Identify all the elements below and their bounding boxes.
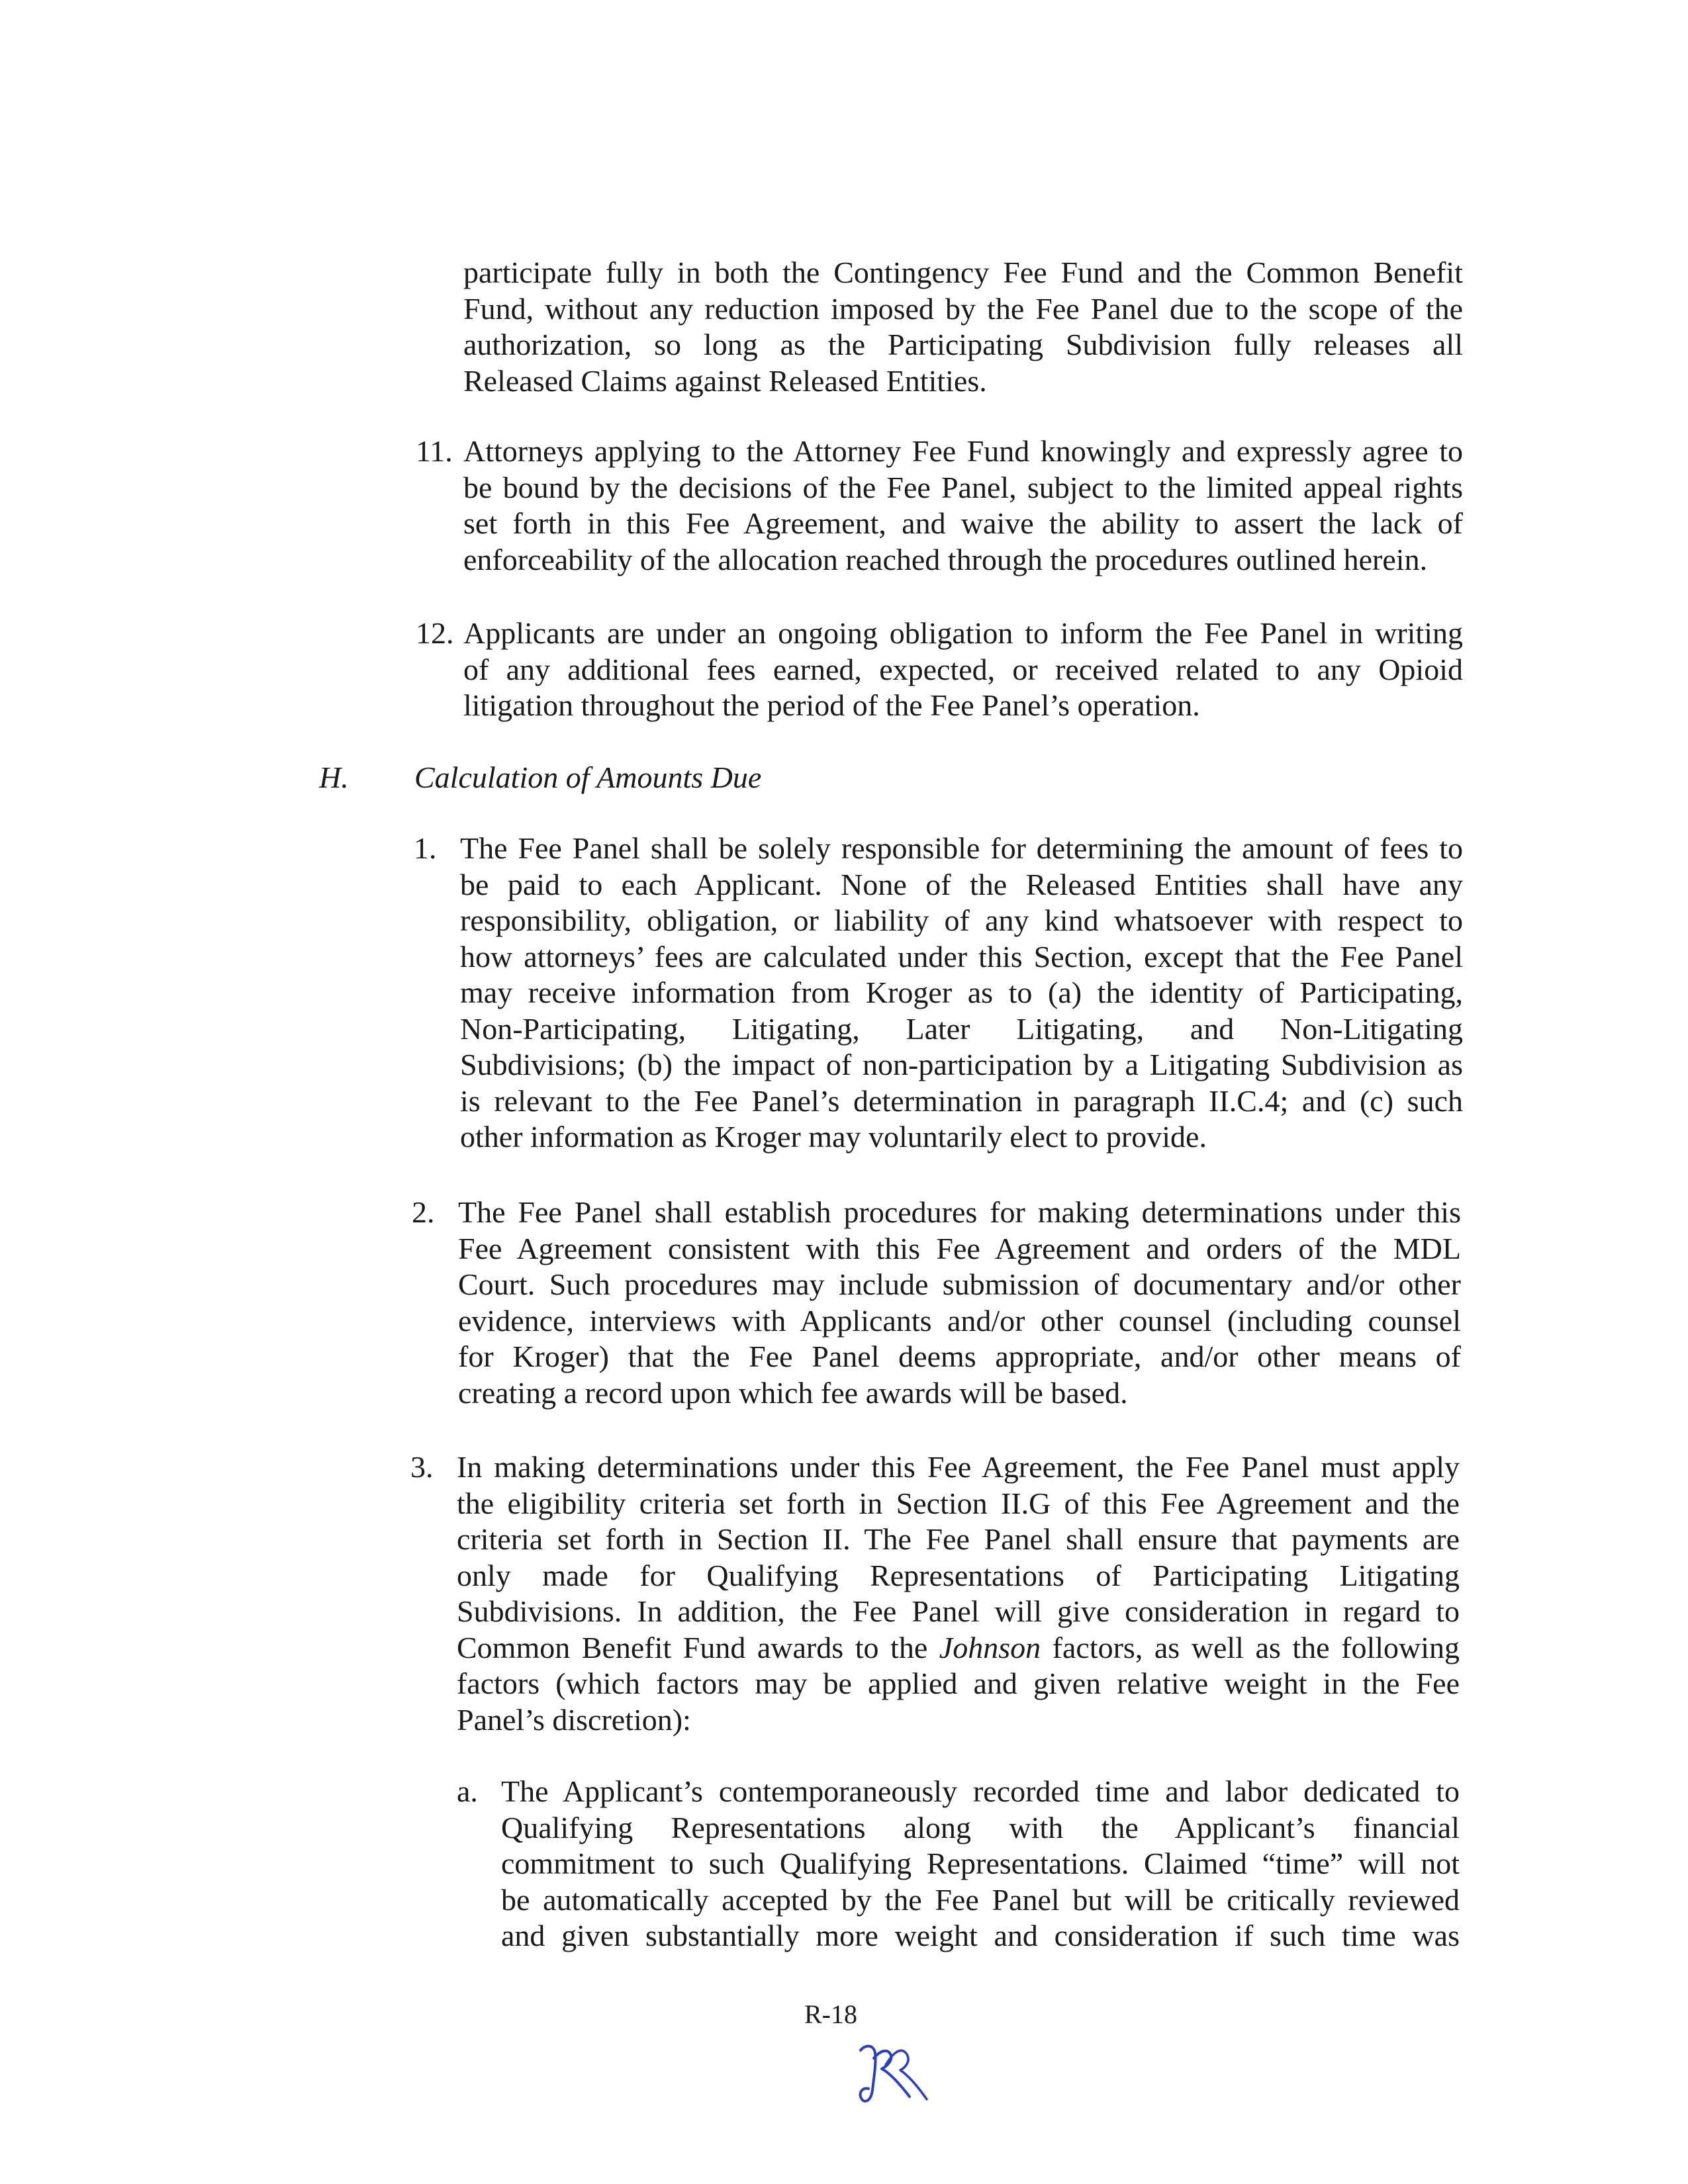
h3-paragraph bbox=[457, 1449, 1460, 1738]
h1-line: Subdivisions; (b) the impact of non-participation by a Litigating Subdivision as bbox=[460, 1048, 1463, 1081]
h3a-letter: a. bbox=[457, 1774, 478, 1808]
item-12-line: litigation throughout the period of the Fee Panel’s operation. bbox=[463, 688, 1200, 722]
section-h-letter: H. bbox=[319, 760, 349, 794]
h1-line: responsibility, obligation, or liability of any kind whatsoever with respect to bbox=[460, 903, 1463, 937]
section-h-title: Calculation of Amounts Due bbox=[414, 760, 762, 794]
h3-line6-post: factors, as well as the following bbox=[1041, 1630, 1460, 1664]
h2-number: 2. bbox=[412, 1195, 435, 1229]
h1-paragraph bbox=[460, 831, 1463, 1156]
h3-line: In making determinations under this Fee Agreement, the Fee Panel must apply bbox=[457, 1450, 1460, 1484]
item-11-number: 11. bbox=[416, 434, 453, 468]
h1-line: be paid to each Applicant. None of the Released Entities shall have any bbox=[460, 867, 1463, 901]
h2-line: The Fee Panel shall establish procedures for making determinations under this bbox=[458, 1195, 1461, 1229]
intro-line: Fund, without any reduction imposed by the Fee Panel due to the scope of the bbox=[463, 291, 1463, 326]
h1-line: other information as Kroger may voluntarily elect to provide. bbox=[460, 1120, 1207, 1154]
h1-line: Non-Participating, Litigating, Later Litigating, and Non-Litigating bbox=[460, 1011, 1463, 1046]
h1-line: is relevant to the Fee Panel’s determination in paragraph II.C.4; and (c) such bbox=[460, 1083, 1463, 1118]
item-12-paragraph bbox=[463, 615, 1463, 724]
item-12-number: 12. bbox=[416, 616, 454, 650]
h2-line: creating a record upon which fee awards will be based. bbox=[458, 1375, 1128, 1410]
h2-line: Court. Such procedures may include submission of documentary and/or other bbox=[458, 1267, 1461, 1301]
h3-line: factors (which factors may be applied and given relative weight in the Fee bbox=[457, 1666, 1460, 1700]
h2-line: Fee Agreement consistent with this Fee Agreement and orders of the MDL bbox=[458, 1231, 1461, 1265]
item-12-line: Applicants are under an ongoing obligation to inform the Fee Panel in writing bbox=[463, 616, 1463, 650]
item-11-line: Attorneys applying to the Attorney Fee Fund knowingly and expressly agree to bbox=[463, 434, 1463, 468]
johnson-case-name: Johnson bbox=[939, 1630, 1041, 1664]
intro-line: participate fully in both the Contingency Fee Fund and the Common Benefit bbox=[463, 255, 1463, 289]
h3a-line: The Applicant’s contemporaneously recorded time and labor dedicated to bbox=[501, 1774, 1460, 1808]
h3-line: Panel’s discretion): bbox=[457, 1702, 691, 1737]
intro-paragraph bbox=[463, 255, 1463, 399]
item-12-line: of any additional fees earned, expected, or received related to any Opioid bbox=[463, 652, 1463, 686]
h2-paragraph bbox=[458, 1195, 1461, 1411]
h3-line: only made for Qualifying Representations of Participating Litigating bbox=[457, 1558, 1460, 1592]
h3a-line: commitment to such Qualifying Representations. Claimed “time” will not bbox=[501, 1846, 1460, 1880]
h3-line: the eligibility criteria set forth in Section II.G of this Fee Agreement and the bbox=[457, 1486, 1460, 1520]
item-11-line: set forth in this Fee Agreement, and waive the ability to assert the lack of bbox=[463, 506, 1463, 540]
h3a-paragraph bbox=[501, 1774, 1460, 1954]
h2-line: evidence, interviews with Applicants and/or other counsel (including counsel bbox=[458, 1303, 1461, 1338]
item-11-line: enforceability of the allocation reached through the procedures outlined herein. bbox=[463, 542, 1428, 576]
h1-line: may receive information from Kroger as to (a) the identity of Participating, bbox=[460, 976, 1463, 1009]
h3-number: 3. bbox=[410, 1450, 434, 1484]
h1-line: how attorneys’ fees are calculated under this Section, except that the Fee Panel bbox=[460, 939, 1463, 974]
item-11-paragraph bbox=[463, 433, 1463, 578]
handwritten-initials-signature bbox=[854, 2038, 933, 2111]
h3a-line: and given substantially more weight and consideration if such time was bbox=[501, 1919, 1460, 1952]
page-number: R-18 bbox=[804, 1999, 857, 2029]
h3a-line: be automatically accepted by the Fee Panel but will be critically reviewed bbox=[501, 1882, 1460, 1917]
h1-line: The Fee Panel shall be solely responsible for determining the amount of fees to bbox=[460, 831, 1463, 865]
h3-line6-pre: Common Benefit Fund awards to the bbox=[457, 1630, 939, 1664]
h3-line: criteria set forth in Section II. The Fee Panel shall ensure that payments are bbox=[457, 1522, 1460, 1556]
h3a-line: Qualifying Representations along with the Applicant’s financial bbox=[501, 1810, 1460, 1844]
h3-line: Subdivisions. In addition, the Fee Panel will give consideration in regard to bbox=[457, 1594, 1460, 1628]
intro-line: Released Claims against Released Entities. bbox=[463, 363, 987, 398]
h1-number: 1. bbox=[414, 831, 437, 865]
h3-line-johnson bbox=[457, 1630, 1460, 1666]
intro-line: authorization, so long as the Participating Subdivision fully releases all bbox=[463, 328, 1463, 361]
h2-line: for Kroger) that the Fee Panel deems appropriate, and/or other means of bbox=[458, 1340, 1461, 1373]
item-11-line: be bound by the decisions of the Fee Panel, subject to the limited appeal rights bbox=[463, 470, 1463, 504]
